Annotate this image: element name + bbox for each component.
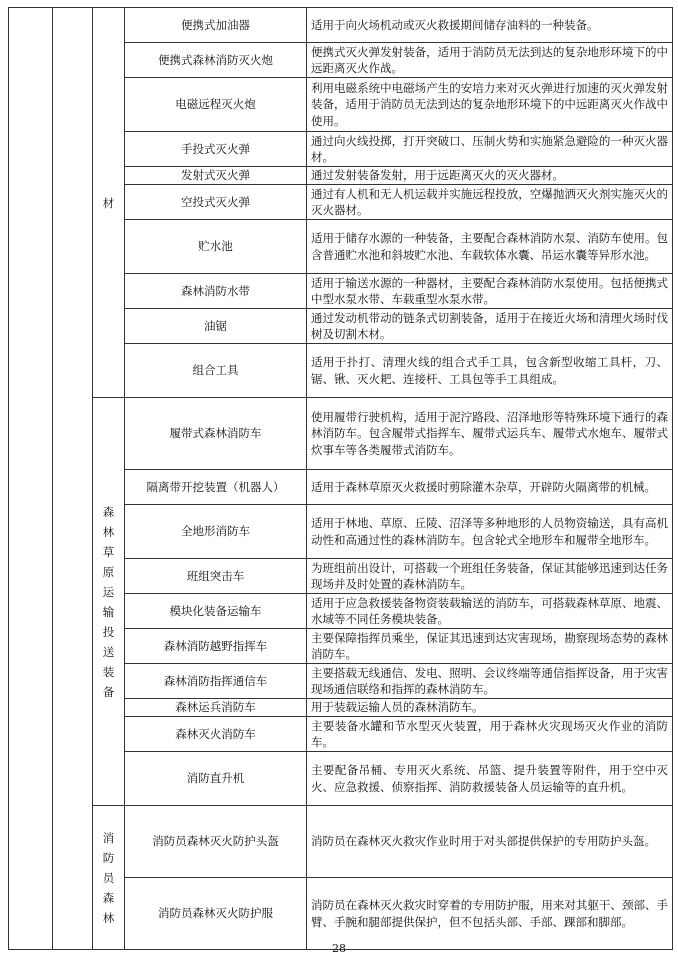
equipment-name: 油锯	[125, 309, 307, 344]
equipment-name: 电磁远程灭火炮	[125, 78, 307, 132]
category-cell	[93, 8, 125, 398]
equipment-description: 适用于向火场机动或灭火救援期间储存油料的一种装备。	[307, 8, 673, 43]
page-number: 28	[332, 942, 346, 955]
blank-column-2	[53, 8, 93, 950]
equipment-description: 用于装载运输人员的森林消防车。	[307, 699, 673, 717]
equipment-description: 主要搭载无线通信、发电、照明、会议终端等通信指挥设备，用于灾害现场通信联络和指挥的森林消防车。	[307, 664, 673, 699]
equipment-description: 通过有人机和无人机运载并实施远程投放，空爆抛洒灭火剂实施灭火的灭火器材。	[307, 185, 673, 220]
equipment-name: 森林灭火消防车	[125, 717, 307, 752]
category-cell	[93, 806, 125, 950]
equipment-name: 空投式灭火弹	[125, 185, 307, 220]
category-label: 消防员森林	[102, 830, 115, 925]
table-row	[9, 8, 673, 43]
equipment-name: 全地形消防车	[125, 505, 307, 559]
equipment-description: 主要保障指挥员乘坐，保证其迅速到达灾害现场，勘察现场态势的森林消防车。	[307, 629, 673, 664]
equipment-name: 组合工具	[125, 344, 307, 398]
equipment-name: 发射式灭火弹	[125, 167, 307, 185]
equipment-description: 适用于林地、草原、丘陵、沼泽等多种地形的人员物资输送，具有高机动性和高通过性的森林消防车。包含轮式全地形车和履带全地形车。	[307, 505, 673, 559]
equipment-name: 贮水池	[125, 220, 307, 274]
equipment-description: 利用电磁系统中电磁场产生的安培力来对灭火弹进行加速的灭火弹发射装备，适用于消防员无法到达的复杂地形环境下的中远距离灭火作战中使用。	[307, 78, 673, 132]
equipment-description: 便携式灭火弹发射装备，适用于消防员无法到达的复杂地形环境下的中远距离灭火作战。	[307, 43, 673, 78]
table-row	[9, 806, 673, 878]
equipment-name: 手投式灭火弹	[125, 132, 307, 167]
equipment-name: 隔离带开挖装置（机器人）	[125, 470, 307, 505]
equipment-description: 主要装备水罐和节水型灭火装置，用于森林火灾现场灭火作业的消防车。	[307, 717, 673, 752]
equipment-description: 主要配备吊桶、专用灭火系统、吊篮、提升装置等附件，用于空中灭火、应急救援、侦察指挥、消防救援装备人员运输等的直升机。	[307, 752, 673, 806]
equipment-description: 适用于森林草原灭火救援时剪除灌木杂草，开辟防火隔离带的机械。	[307, 470, 673, 505]
equipment-description: 适用于扑打、清理火线的组合式手工具，包含新型收缩工具杆，刀、锯、锹、灭火耙、连接杆、工具包等手工具组成。	[307, 344, 673, 398]
equipment-description: 通过发射装备发射，用于远距离灭火的灭火器材。	[307, 167, 673, 185]
table-row	[9, 398, 673, 470]
equipment-name: 消防员森林灭火防护服	[125, 878, 307, 950]
equipment-name: 森林消防越野指挥车	[125, 629, 307, 664]
equipment-description: 消防员在森林灭火救灾作业时用于对头部提供保护的专用防护头盔。	[307, 806, 673, 878]
category-label: 材	[102, 195, 115, 210]
equipment-name: 模块化装备运输车	[125, 594, 307, 629]
equipment-description: 适用于输送水源的一种器材，主要配合森林消防水泵使用。包括便携式中型水泵水带、车载重型水泵水带。	[307, 274, 673, 309]
blank-column-1	[9, 8, 53, 950]
equipment-name: 便携式森林消防灭火炮	[125, 43, 307, 78]
equipment-name: 森林消防水带	[125, 274, 307, 309]
equipment-name: 森林消防指挥通信车	[125, 664, 307, 699]
category-cell	[93, 398, 125, 806]
equipment-description: 消防员在森林灭火救灾时穿着的专用防护服，用来对其躯干、颈部、手臂、手腕和腿部提供保护，但不包括头部、手部、踝部和脚部。	[307, 878, 673, 950]
equipment-name: 消防直升机	[125, 752, 307, 806]
equipment-description: 使用履带行驶机构，适用于泥泞路段、沼泽地形等特殊环境下通行的森林消防车。包含履带式指挥车、履带式运兵车、履带式水炮车、履带式炊事车等各类履带式消防车。	[307, 398, 673, 470]
equipment-description: 通过向火线投掷，打开突破口、压制火势和实施紧急避险的一种灭火器材。	[307, 132, 673, 167]
equipment-name: 便携式加油器	[125, 8, 307, 43]
equipment-name: 班组突击车	[125, 559, 307, 594]
equipment-name: 消防员森林灭火防护头盔	[125, 806, 307, 878]
category-label: 森林草原运输投送装备	[102, 504, 115, 699]
equipment-name: 履带式森林消防车	[125, 398, 307, 470]
equipment-description: 适用于储存水源的一种装备，主要配合森林消防水泵、消防车使用。包含普通贮水池和斜坡贮水池、车载软体水囊、吊运水囊等异形水池。	[307, 220, 673, 274]
equipment-description: 通过发动机带动的链条式切割装备，适用于在接近火场和清理火场时伐树及切割木材。	[307, 309, 673, 344]
equipment-description: 为班组前出设计，可搭载一个班组任务装备，保证其能够迅速到达任务现场并及时处置的森林消防车。	[307, 559, 673, 594]
equipment-table	[8, 7, 673, 950]
equipment-description: 适用于应急救援装备物资装载输送的消防车，可搭载森林草原、地震、水域等不同任务模块装备。	[307, 594, 673, 629]
equipment-name: 森林运兵消防车	[125, 699, 307, 717]
